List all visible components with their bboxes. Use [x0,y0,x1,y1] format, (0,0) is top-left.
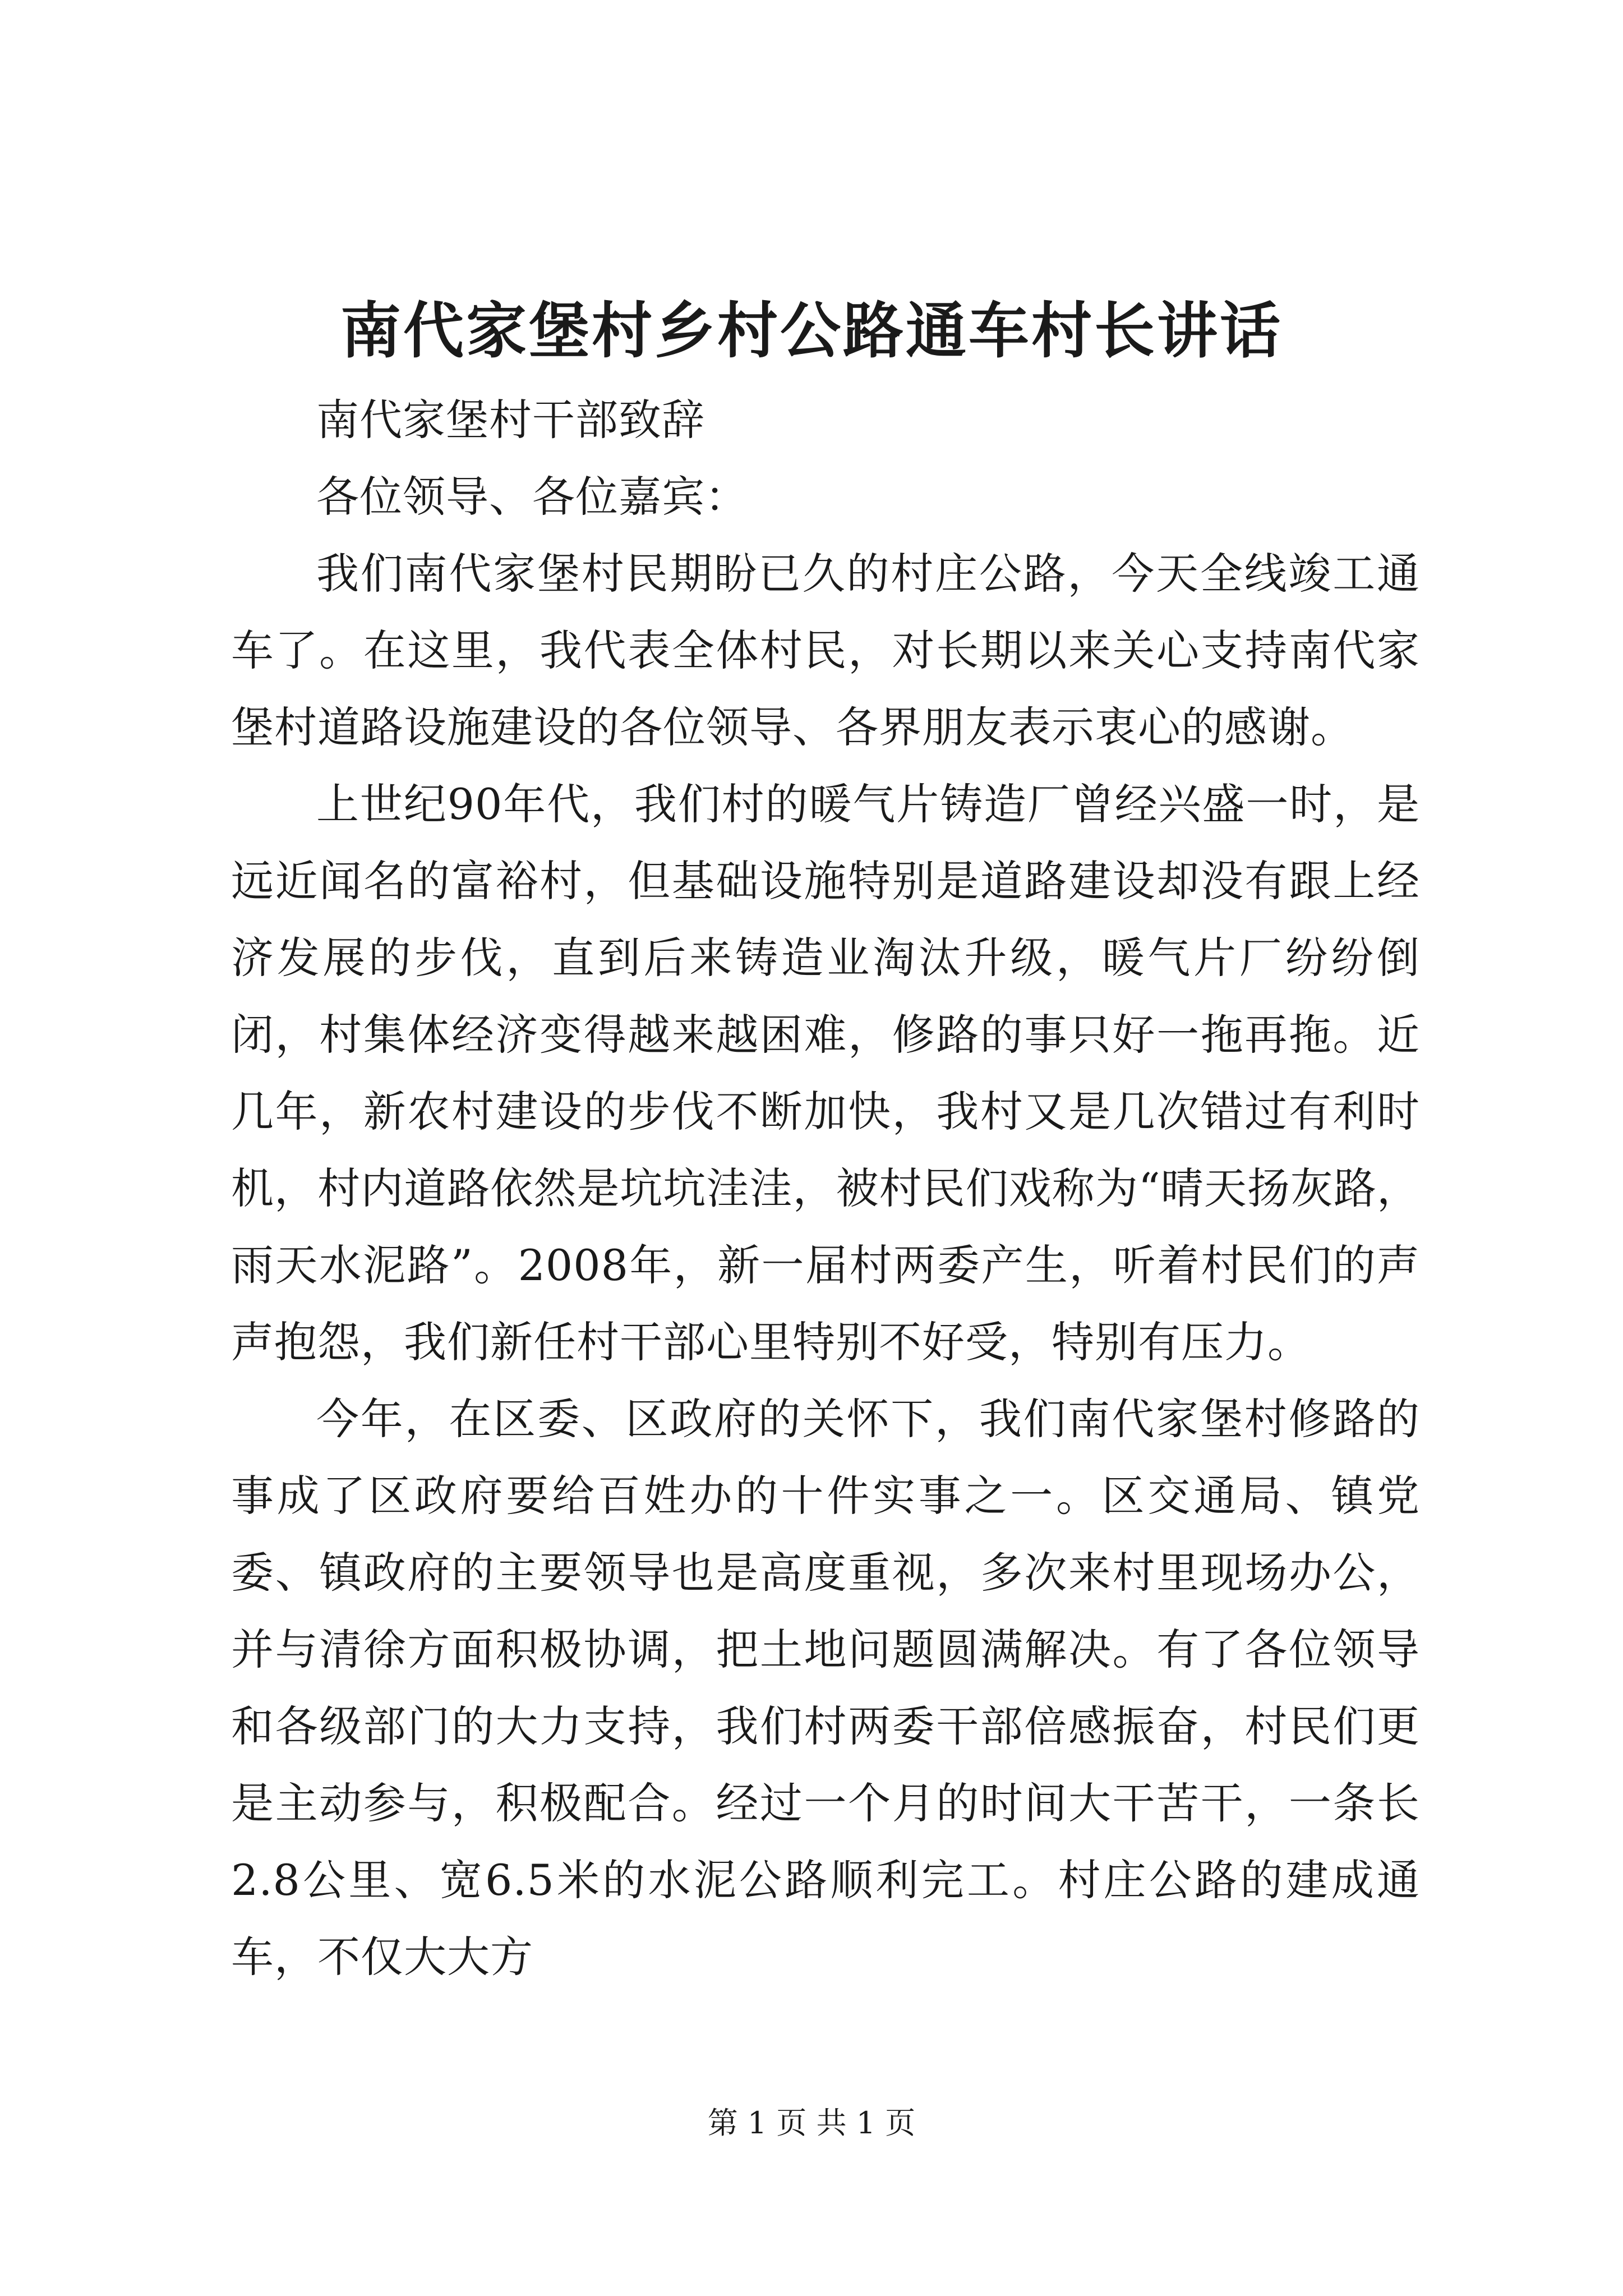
subtitle-paragraph: 南代家堡村干部致辞 [316,395,705,445]
document-title: 南代家堡村乡村公路通车村长讲话 [340,296,1283,366]
document-body [231,381,1420,1995]
body-paragraph: 我们南代家堡村民期盼已久的村庄公路，今天全线竣工通车了。在这里，我代表全体村民，对长期以来关心支持南代家堡村道路设施建设的各位领导、各界朋友表示衷心的感谢。 [231,549,1420,752]
page-number-footer: 第 1 页 共 1 页 [707,2105,916,2141]
body-paragraph: 今年，在区委、区政府的关怀下，我们南代家堡村修路的事成了区政府要给百姓办的十件实事之一。区交通局、镇党委、镇政府的主要领导也是高度重视，多次来村里现场办公，并与清徐方面积极协调，把土地问题圆满解决。有了各位领导和各级部门的大力支持，我们村两委干部倍感振奋，村民们更是主动参与，积极配合。经过一个月的时间大干苦干，一条长2.8公里、宽6.5米的水泥公路顺利完工。村庄公路的建成通车，不仅大大方 [231,1394,1420,1982]
salutation-paragraph: 各位领导、各位嘉宾： [316,472,748,522]
body-paragraph: 上世纪90年代，我们村的暖气片铸造厂曾经兴盛一时，是远近闻名的富裕村，但基础设施特别是道路建设却没有跟上经济发展的步伐，直到后来铸造业淘汰升级，暖气片厂纷纷倒闭，村集体经济变得越来越困难，修路的事只好一拖再拖。近几年，新农村建设的步伐不断加快，我村又是几次错过有利时机，村内道路依然是坑坑洼洼，被村民们戏称为“晴天扬灰路，雨天水泥路”。2008年，新一届村两委产生，听着村民们的声声抱怨，我们新任村干部心里特别不好受，特别有压力。 [231,779,1420,1367]
